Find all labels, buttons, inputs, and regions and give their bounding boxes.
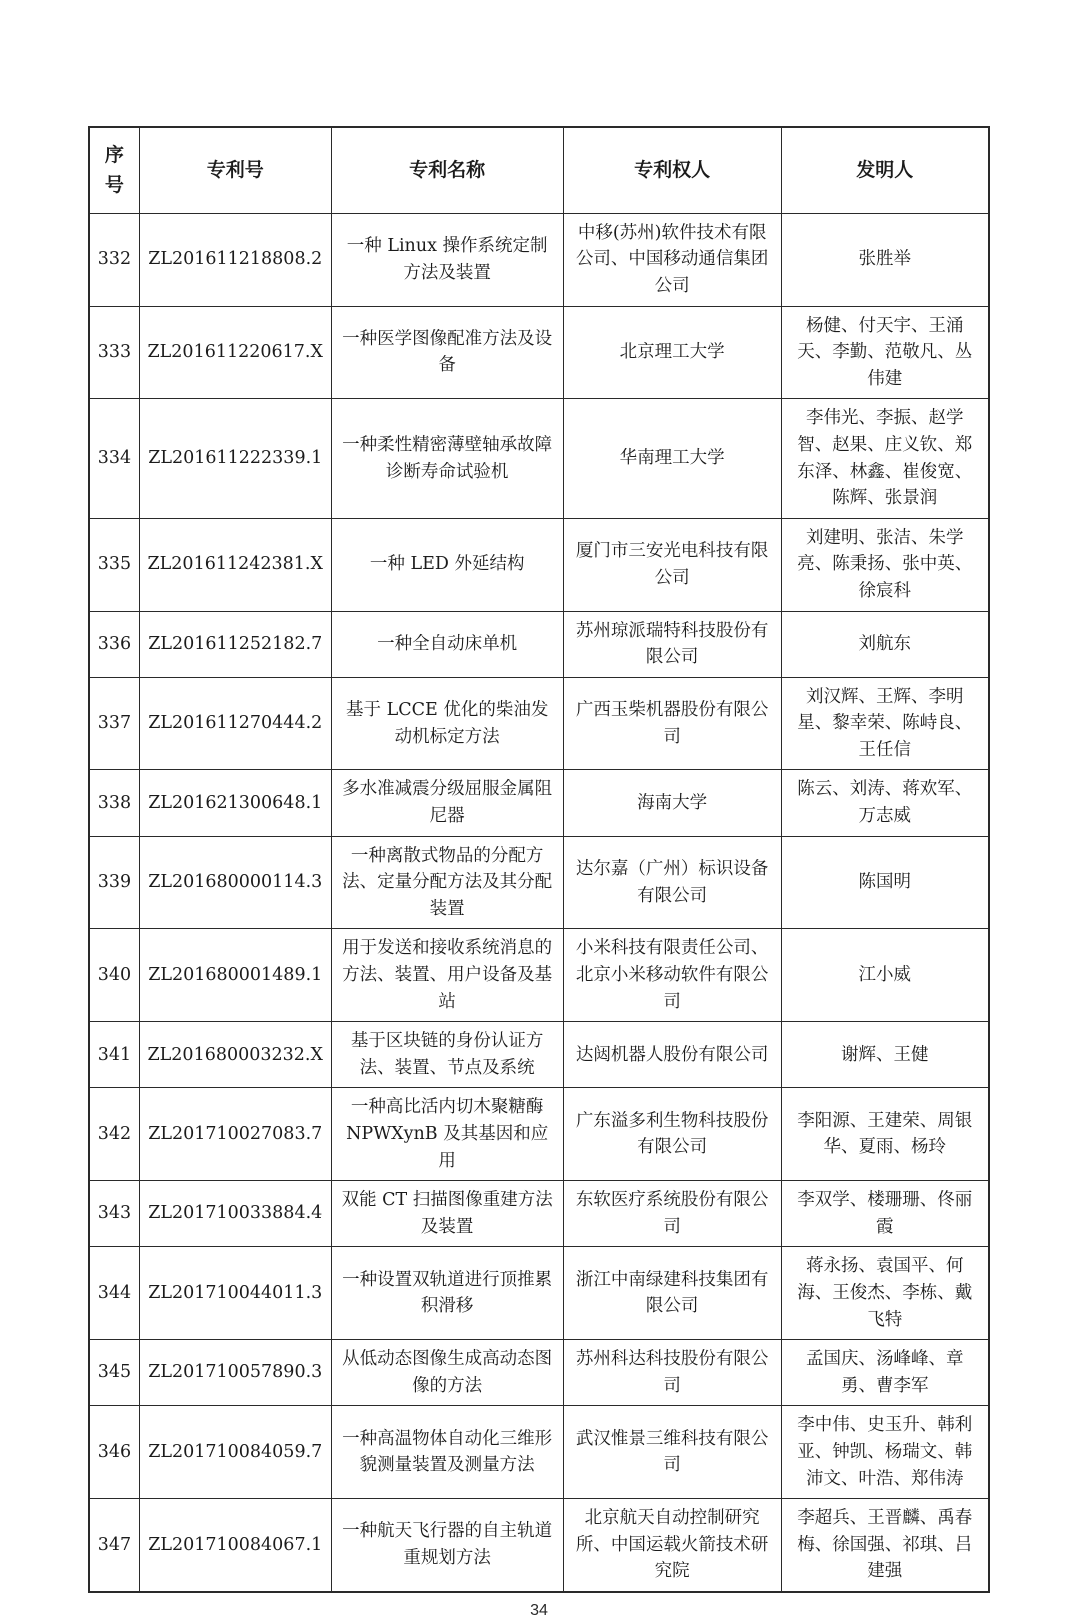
cell-patent-title: 一种医学图像配准方法及设备 xyxy=(331,306,563,399)
cell-serial-number: 344 xyxy=(89,1247,139,1340)
cell-patent-title: 一种 LED 外延结构 xyxy=(331,518,563,611)
cell-inventors: 刘建明、张洁、朱学亮、陈秉扬、张中英、徐宸科 xyxy=(781,518,989,611)
table-row xyxy=(89,1088,989,1181)
cell-serial-number: 334 xyxy=(89,399,139,518)
cell-serial-number: 333 xyxy=(89,306,139,399)
column-header-inventors: 发明人 xyxy=(781,127,989,213)
table-row xyxy=(89,677,989,770)
cell-serial-number: 332 xyxy=(89,213,139,306)
cell-inventors: 李中伟、史玉升、韩利亚、钟凯、杨瑞文、韩沛文、叶浩、郑伟涛 xyxy=(781,1406,989,1499)
cell-serial-number: 337 xyxy=(89,677,139,770)
patent-table xyxy=(88,126,990,1593)
cell-serial-number: 335 xyxy=(89,518,139,611)
cell-patent-number: ZL201680003232.X xyxy=(139,1022,331,1088)
cell-patentee: 东软医疗系统股份有限公司 xyxy=(563,1181,781,1247)
cell-patent-number: ZL201680001489.1 xyxy=(139,929,331,1022)
cell-patentee: 中移(苏州)软件技术有限公司、中国移动通信集团公司 xyxy=(563,213,781,306)
cell-patent-title: 一种全自动床单机 xyxy=(331,611,563,677)
cell-inventors: 刘汉辉、王辉、李明星、黎幸荣、陈峙良、王任信 xyxy=(781,677,989,770)
column-header-serial-number-label: 序号 xyxy=(104,144,124,197)
cell-serial-number: 342 xyxy=(89,1088,139,1181)
cell-patent-number: ZL201710044011.3 xyxy=(139,1247,331,1340)
cell-patent-number: ZL201710084059.7 xyxy=(139,1406,331,1499)
table-row xyxy=(89,1499,989,1592)
cell-patent-title: 一种设置双轨道进行顶推累积滑移 xyxy=(331,1247,563,1340)
cell-inventors: 谢辉、王健 xyxy=(781,1022,989,1088)
cell-patentee: 华南理工大学 xyxy=(563,399,781,518)
cell-patentee: 苏州琼派瑞特科技股份有限公司 xyxy=(563,611,781,677)
cell-patentee: 小米科技有限责任公司、北京小米移动软件有限公司 xyxy=(563,929,781,1022)
cell-patent-number: ZL201710027083.7 xyxy=(139,1088,331,1181)
column-header-serial-number xyxy=(89,127,139,213)
cell-patent-number: ZL201710033884.4 xyxy=(139,1181,331,1247)
cell-patentee: 达尔嘉（广州）标识设备有限公司 xyxy=(563,836,781,929)
cell-inventors: 陈国明 xyxy=(781,836,989,929)
cell-patent-number: ZL201611242381.X xyxy=(139,518,331,611)
table-row xyxy=(89,1022,989,1088)
cell-patent-number: ZL201710057890.3 xyxy=(139,1340,331,1406)
header-row xyxy=(89,127,989,213)
cell-serial-number: 345 xyxy=(89,1340,139,1406)
cell-patent-title: 一种航天飞行器的自主轨道重规划方法 xyxy=(331,1499,563,1592)
cell-patent-number: ZL201611220617.X xyxy=(139,306,331,399)
cell-patent-title: 基于 LCCE 优化的柴油发动机标定方法 xyxy=(331,677,563,770)
table-row xyxy=(89,770,989,836)
cell-serial-number: 347 xyxy=(89,1499,139,1592)
page-number: 34 xyxy=(530,1601,548,1619)
cell-patentee: 北京航天自动控制研究所、中国运载火箭技术研究院 xyxy=(563,1499,781,1592)
cell-patent-number: ZL201611218808.2 xyxy=(139,213,331,306)
cell-inventors: 蒋永扬、袁国平、何海、王俊杰、李栋、戴飞特 xyxy=(781,1247,989,1340)
cell-patentee: 苏州科达科技股份有限公司 xyxy=(563,1340,781,1406)
cell-patentee: 广西玉柴机器股份有限公司 xyxy=(563,677,781,770)
cell-patent-title: 一种高比活内切木聚糖酶 NPWXynB 及其基因和应用 xyxy=(331,1088,563,1181)
cell-inventors: 李双学、楼珊珊、佟丽霞 xyxy=(781,1181,989,1247)
cell-patent-number: ZL201611222339.1 xyxy=(139,399,331,518)
cell-inventors: 刘航东 xyxy=(781,611,989,677)
table-row xyxy=(89,929,989,1022)
table-row xyxy=(89,836,989,929)
cell-serial-number: 346 xyxy=(89,1406,139,1499)
cell-patent-title: 一种离散式物品的分配方法、定量分配方法及其分配装置 xyxy=(331,836,563,929)
column-header-patent-number: 专利号 xyxy=(139,127,331,213)
column-header-patentee: 专利权人 xyxy=(563,127,781,213)
cell-serial-number: 340 xyxy=(89,929,139,1022)
cell-patent-title: 一种柔性精密薄壁轴承故障诊断寿命试验机 xyxy=(331,399,563,518)
table-row xyxy=(89,1406,989,1499)
cell-patentee: 厦门市三安光电科技有限公司 xyxy=(563,518,781,611)
cell-inventors: 江小威 xyxy=(781,929,989,1022)
table-body xyxy=(89,213,989,1592)
cell-inventors: 李超兵、王晋麟、禹春梅、徐国强、祁琪、吕建强 xyxy=(781,1499,989,1592)
cell-patentee: 广东溢多利生物科技股份有限公司 xyxy=(563,1088,781,1181)
table-row xyxy=(89,611,989,677)
cell-patent-title: 用于发送和接收系统消息的方法、装置、用户设备及基站 xyxy=(331,929,563,1022)
cell-inventors: 陈云、刘涛、蒋欢军、万志威 xyxy=(781,770,989,836)
cell-serial-number: 341 xyxy=(89,1022,139,1088)
table-row xyxy=(89,1181,989,1247)
cell-patentee: 武汉惟景三维科技有限公司 xyxy=(563,1406,781,1499)
cell-patentee: 北京理工大学 xyxy=(563,306,781,399)
table-header xyxy=(89,127,989,213)
cell-inventors: 孟国庆、汤峰峰、章勇、曹李军 xyxy=(781,1340,989,1406)
cell-patent-title: 基于区块链的身份认证方法、装置、节点及系统 xyxy=(331,1022,563,1088)
cell-inventors: 杨健、付天宇、王涌天、李勤、范敬凡、丛伟建 xyxy=(781,306,989,399)
cell-inventors: 张胜举 xyxy=(781,213,989,306)
cell-patent-title: 一种 Linux 操作系统定制方法及装置 xyxy=(331,213,563,306)
cell-patent-number: ZL201611252182.7 xyxy=(139,611,331,677)
cell-serial-number: 336 xyxy=(89,611,139,677)
table-row xyxy=(89,1340,989,1406)
cell-patentee: 浙江中南绿建科技集团有限公司 xyxy=(563,1247,781,1340)
cell-inventors: 李伟光、李振、赵学智、赵果、庄义钦、郑东泽、林鑫、崔俊宽、陈辉、张景润 xyxy=(781,399,989,518)
table-row xyxy=(89,213,989,306)
cell-patent-title: 多水准减震分级屈服金属阻尼器 xyxy=(331,770,563,836)
cell-patent-number: ZL201680000114.3 xyxy=(139,836,331,929)
cell-patentee: 达闼机器人股份有限公司 xyxy=(563,1022,781,1088)
table-row xyxy=(89,1247,989,1340)
table-row xyxy=(89,518,989,611)
cell-patent-title: 双能 CT 扫描图像重建方法及装置 xyxy=(331,1181,563,1247)
cell-patent-number: ZL201611270444.2 xyxy=(139,677,331,770)
cell-patentee: 海南大学 xyxy=(563,770,781,836)
cell-patent-title: 一种高温物体自动化三维形貌测量装置及测量方法 xyxy=(331,1406,563,1499)
table-row xyxy=(89,306,989,399)
cell-serial-number: 338 xyxy=(89,770,139,836)
cell-inventors: 李阳源、王建荣、周银华、夏雨、杨玲 xyxy=(781,1088,989,1181)
table-row xyxy=(89,399,989,518)
column-header-patent-title: 专利名称 xyxy=(331,127,563,213)
cell-serial-number: 339 xyxy=(89,836,139,929)
cell-patent-number: ZL201621300648.1 xyxy=(139,770,331,836)
cell-patent-number: ZL201710084067.1 xyxy=(139,1499,331,1592)
cell-serial-number: 343 xyxy=(89,1181,139,1247)
cell-patent-title: 从低动态图像生成高动态图像的方法 xyxy=(331,1340,563,1406)
